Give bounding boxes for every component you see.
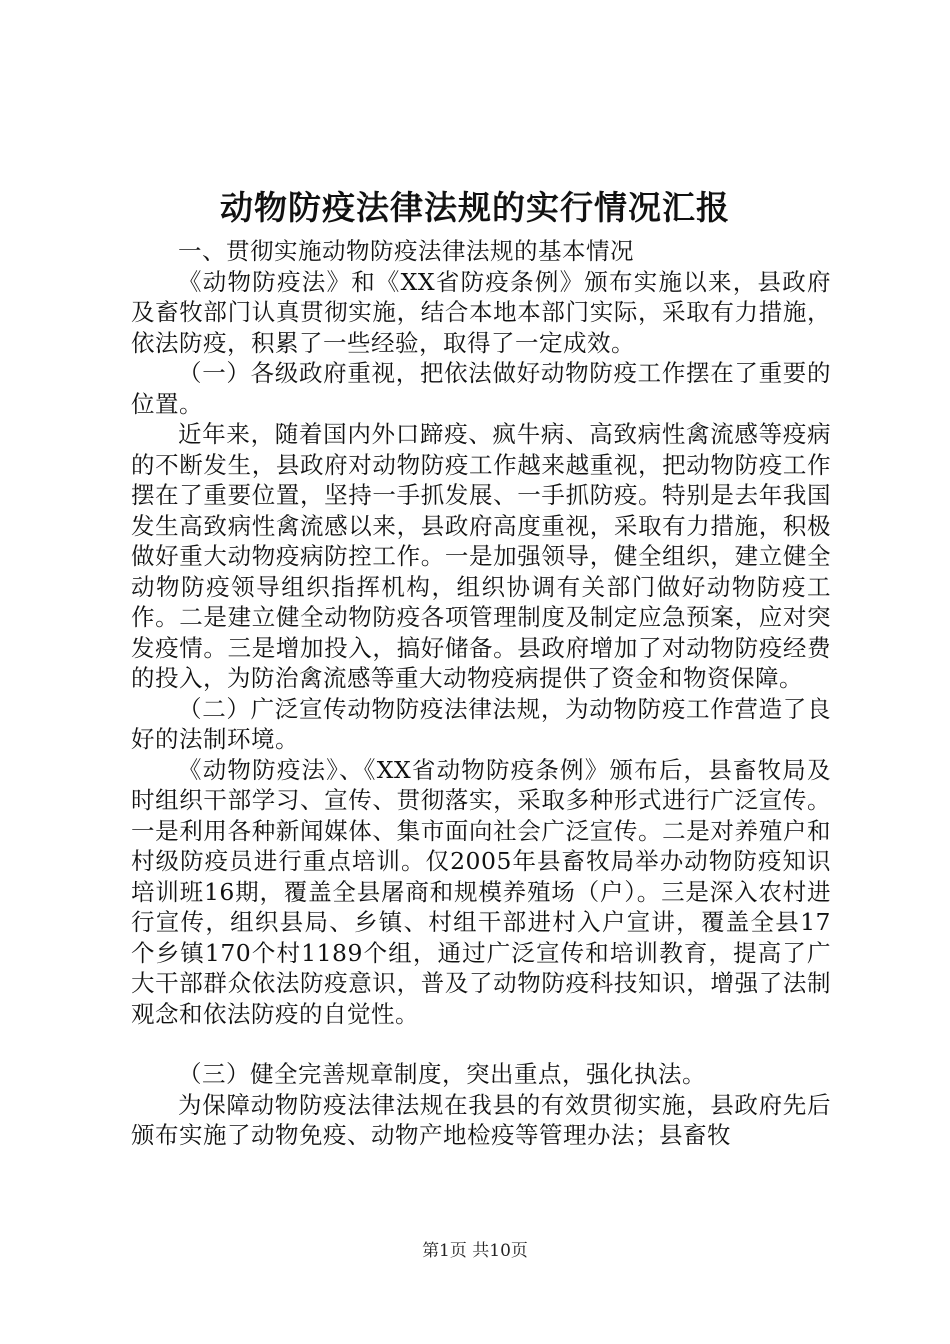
subsection-heading: （三）健全完善规章制度，突出重点，强化执法。 [178,1060,706,1088]
document-title: 动物防疫法律法规的实行情况汇报 [220,188,730,227]
body-paragraph: 近年来，随着国内外口蹄疫、疯牛病、高致病性禽流感等疫病的不断发生，县政府对动物防疫工作越来越重视，把动物防疫工作摆在了重要位置，坚持一手抓发展、一手抓防疫。特别是去年我国发生高致病性禽流感以来，县政府高度重视，采取有力措施，积极做好重大动物疫病防控工作。一是加强领导，健全组织，建立健全动物防疫领导组织指挥机构，组织协调有关部门做好动物防疫工作。二是建立健全动物防疫各项管理制度及制定应急预案，应对突发疫情。三是增加投入，搞好储备。县政府增加了对动物防疫经费的投入，为防治禽流感等重大动物疫病提供了资金和物资保障。 [131,420,831,692]
body-paragraph: 为保障动物防疫法律法规在我县的有效贯彻实施，县政府先后颁布实施了动物免疫、动物产地检疫等管理办法；县畜牧 [131,1090,831,1149]
document-body [131,236,831,1151]
body-paragraph: 《动物防疫法》和《XX省防疫条例》颁布实施以来，县政府及畜牧部门认真贯彻实施，结合本地本部门实际，采取有力措施，依法防疫，积累了一些经验，取得了一定成效。 [131,267,831,357]
subsection-heading: （二）广泛宣传动物防疫法律法规，为动物防疫工作营造了良好的法制环境。 [131,694,831,753]
body-paragraph: 《动物防疫法》、《XX省动物防疫条例》颁布后，县畜牧局及时组织干部学习、宣传、贯彻落实，采取多种形式进行广泛宣传。一是利用各种新闻媒体、集市面向社会广泛宣传。二是对养殖户和村级防疫员进行重点培训。仅2005年县畜牧局举办动物防疫知识培训班16期，覆盖全县屠商和规模养殖场（户）。三是深入农村进行宣传，组织县局、乡镇、村组干部进村入户宣讲，覆盖全县17个乡镇170个村1189个组，通过广泛宣传和培训教育，提高了广大干部群众依法防疫意识，普及了动物防疫科技知识，增强了法制观念和依法防疫的自觉性。 [131,755,831,1028]
section-heading: 一、贯彻实施动物防疫法律法规的基本情况 [178,237,634,265]
subsection-heading: （一）各级政府重视，把依法做好动物防疫工作摆在了重要的位置。 [131,359,831,418]
page-number: 第1页 共10页 [422,1241,528,1261]
